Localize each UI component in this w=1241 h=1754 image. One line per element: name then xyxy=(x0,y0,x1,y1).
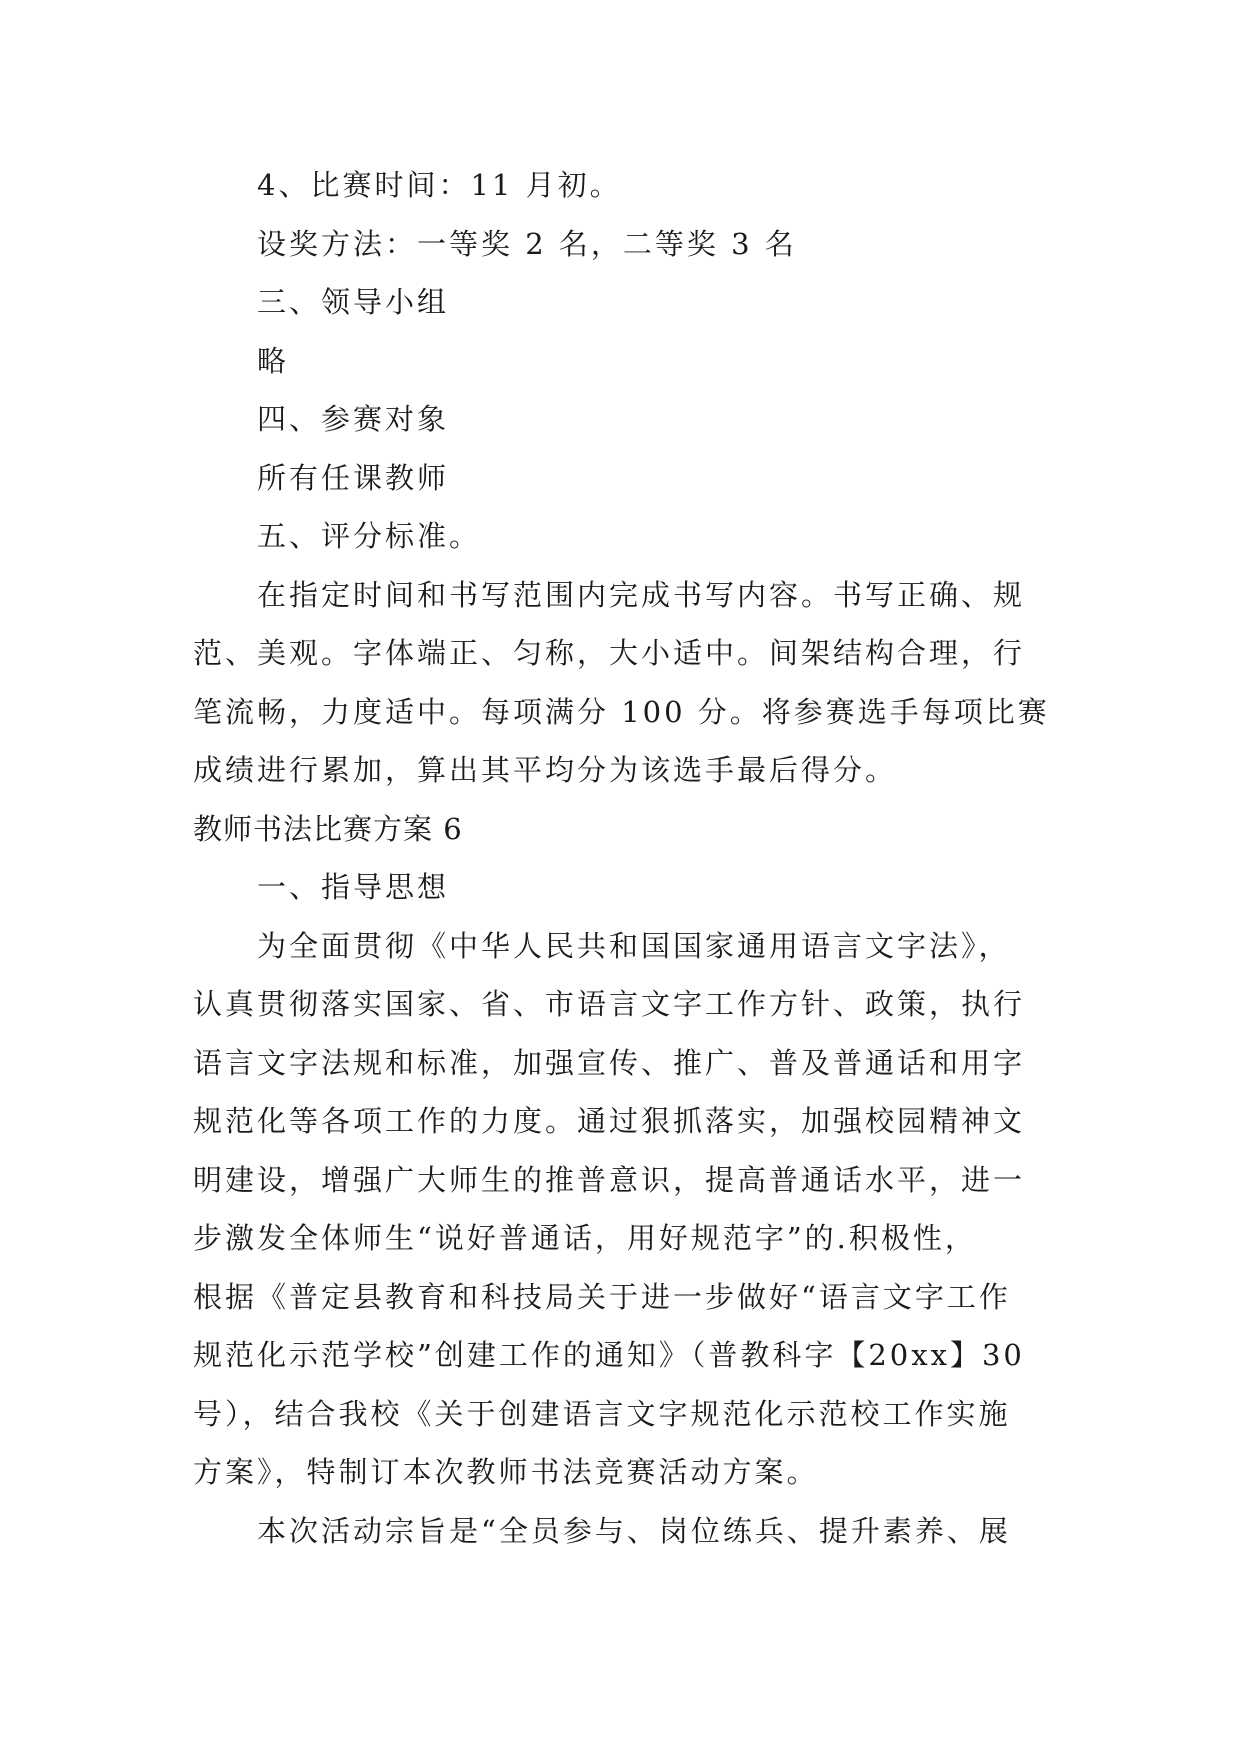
paragraph-line: 在指定时间和书写范围内完成书写内容。书写正确、规 xyxy=(257,577,1026,612)
paragraph-line: 略 xyxy=(257,343,290,378)
paragraph-line: 根据《普定县教育和科技局关于进一步做好“语言文字工作 xyxy=(193,1279,1011,1314)
paragraph-line: 方案》，特制订本次教师书法竞赛活动方案。 xyxy=(193,1455,819,1489)
paragraph-line: 范、美观。字体端正、匀称，大小适中。间架结构合理，行 xyxy=(193,636,1026,670)
paragraph-line: 成绩进行累加，算出其平均分为该选手最后得分。 xyxy=(193,753,898,787)
document-title: 教师书法比赛方案 6 xyxy=(193,811,463,846)
paragraph-line: 规范化等各项工作的力度。通过狠抓落实，加强校园精神文 xyxy=(193,1104,1026,1138)
paragraph-line: 本次活动宗旨是“全员参与、岗位练兵、提升素养、展 xyxy=(257,1513,1011,1548)
paragraph-line: 号），结合我校《关于创建语言文字规范化示范校工作实施 xyxy=(193,1396,1011,1431)
document-body xyxy=(193,156,1049,1560)
paragraph-line: 4、比赛时间：11 月初。 xyxy=(257,168,622,202)
section-heading: 五、评分标准。 xyxy=(257,519,482,553)
paragraph-line: 笔流畅，力度适中。每项满分 100 分。将参赛选手每项比赛 xyxy=(193,694,1050,729)
paragraph-line: 步激发全体师生“说好普通话，用好规范字”的.积极性， xyxy=(193,1221,977,1255)
paragraph-line: 设奖方法：一等奖 2 名，二等奖 3 名 xyxy=(257,226,797,261)
paragraph-line: 为全面贯彻《中华人民共和国国家通用语言文字法》， xyxy=(257,928,1011,963)
paragraph-line: 语言文字法规和标准，加强宣传、推广、普及普通话和用字 xyxy=(193,1045,1026,1080)
section-heading: 四、参赛对象 xyxy=(257,402,450,436)
paragraph-line: 认真贯彻落实国家、省、市语言文字工作方针、政策，执行 xyxy=(193,987,1026,1021)
section-heading: 一、指导思想 xyxy=(257,870,450,904)
section-heading: 三、领导小组 xyxy=(257,285,450,319)
paragraph-line: 所有任课教师 xyxy=(257,460,450,495)
paragraph-line: 规范化示范学校”创建工作的通知》（普教科字【20xx】30 xyxy=(193,1338,1025,1372)
paragraph-line: 明建设，增强广大师生的推普意识，提高普通话水平，进一 xyxy=(193,1162,1026,1197)
